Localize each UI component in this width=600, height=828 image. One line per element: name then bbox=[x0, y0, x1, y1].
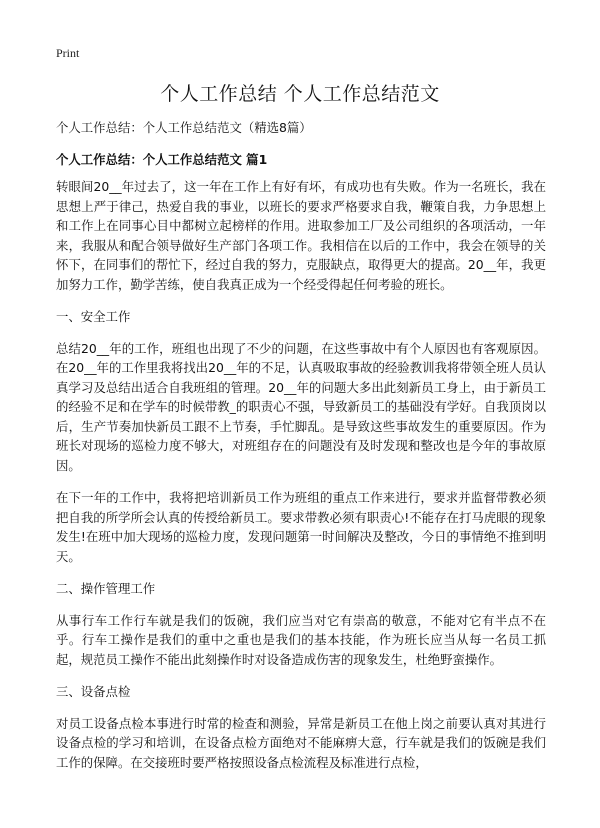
article-heading: 个人工作总结：个人工作总结范文 篇1 bbox=[56, 151, 268, 167]
inspection-paragraph-1: 对员工设备点检本事进行时常的检查和测验，异常是新员工在他上岗之前要认真对其进行设备点检的学习和培训，在设备点检方面绝对不能麻痹大意，行车就是我们的饭碗是我们工作的保障。在交接班时要严格按照设备点检流程及标准进行点检， bbox=[56, 715, 546, 770]
safety-paragraph-1: 总结20__年的工作，班组也出现了不少的问题，在这些事故中有个人原因也有客观原因。在20__年的工作里我将找出20__年的不足，认真吸取事故的经验教训我将带领全班人员认真学习及总结出适合自我班组的管理。20__年的问题大多出此刻新员工身上，由于新员工的经验不足和在学车的时候带教_的职责心不强，导致新员工的基础没有学好。自我顶岗以后，生产节奏加快新员工跟不上节奏，手忙脚乱。是导致这些事故发生的重要原因。作为班长对现场的巡检力度不够大，对班组存在的问题没有及时发现和整改也是今年的事故原因。 bbox=[56, 340, 546, 473]
section-heading-safety: 一、安全工作 bbox=[56, 309, 131, 324]
safety-paragraph-2: 在下一年的工作中，我将把培训新员工作为班组的重点工作来进行，要求并监督带教必须把自我的所学所会认真的传授给新员工。要求带教必须有职责心!不能存在打马虎眼的现象发生!在班中加大现场的巡检力度，发现问题第一时间解决及整改，今日的事情绝不推到明天。 bbox=[56, 490, 546, 564]
document-title: 个人工作总结 个人工作总结范文 bbox=[160, 83, 440, 105]
document-subtitle: 个人工作总结：个人工作总结范文（精选8篇） bbox=[56, 120, 312, 135]
operation-paragraph-1: 从事行车工作行车就是我们的饭碗，我们应当对它有崇高的敬意，不能对它有半点不在乎。行车工操作是我们的重中之重也是我们的基本技能，作为班长应当从每一名员工抓起，规范员工操作不能出此刻操作时对设备造成伤害的现象发生，杜绝野蛮操作。 bbox=[56, 612, 546, 667]
document-body bbox=[56, 118, 546, 785]
section-heading-inspection: 三、设备点检 bbox=[56, 684, 131, 699]
intro-paragraph: 转眼间20__年过去了，这一年在工作上有好有坏，有成功也有失败。作为一名班长，我在思想上严于律己，热爱自我的事业，以班长的要求严格要求自我，鞭策自我，力争思想上和工作上在同事心目中都树立起榜样的作用。进取参加工厂及公司组织的各项活动，一年来，我服从和配合领导做好生产部门各项工作。我相信在以后的工作中，我会在领导的关怀下，在同事们的帮忙下，经过自我的努力，克服缺点，取得更大的提高。20__年，我更加努力工作，勤学苦练，使自我真正成为一个经受得起任何考验的班长。 bbox=[56, 179, 546, 292]
print-label: Print bbox=[56, 46, 80, 60]
section-heading-operation: 二、操作管理工作 bbox=[56, 581, 156, 596]
